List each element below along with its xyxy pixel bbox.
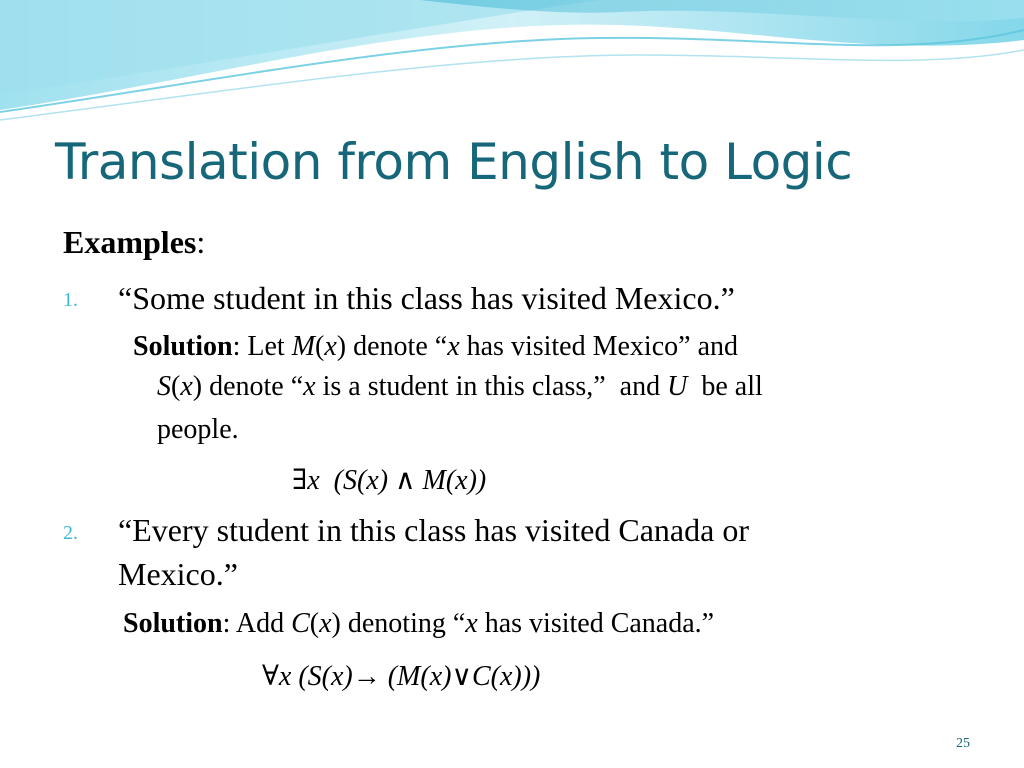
item-number-2: 2.	[63, 522, 78, 544]
examples-heading: Examples:	[63, 224, 206, 260]
example-1-solution-line-1: Solution: Let M(x) denote “x has visited Mexico” and	[133, 331, 738, 362]
example-1-solution-line-3: people.	[157, 414, 239, 445]
header-wave-decoration	[0, 0, 1024, 130]
example-1-quote: “Some student in this class has visited Mexico.”	[118, 280, 735, 316]
example-1-solution-line-2: S(x) denote “x is a student in this class,” and U be all	[157, 371, 763, 402]
example-2-quote-line-2: Mexico.”	[118, 556, 238, 592]
example-2-quote-line-1: “Every student in this class has visited Canada or	[118, 512, 749, 548]
example-2-solution: Solution: Add C(x) denoting “x has visited Canada.”	[123, 608, 715, 639]
page-number: 25	[956, 736, 970, 751]
item-number-1: 1.	[63, 289, 78, 311]
example-2-formula: ∀x (S(x)→ (M(x)∨C(x)))	[262, 661, 541, 692]
example-1-formula: ∃x (S(x) ∧ M(x))	[292, 465, 487, 496]
slide-title: Translation from English to Logic	[55, 133, 853, 191]
